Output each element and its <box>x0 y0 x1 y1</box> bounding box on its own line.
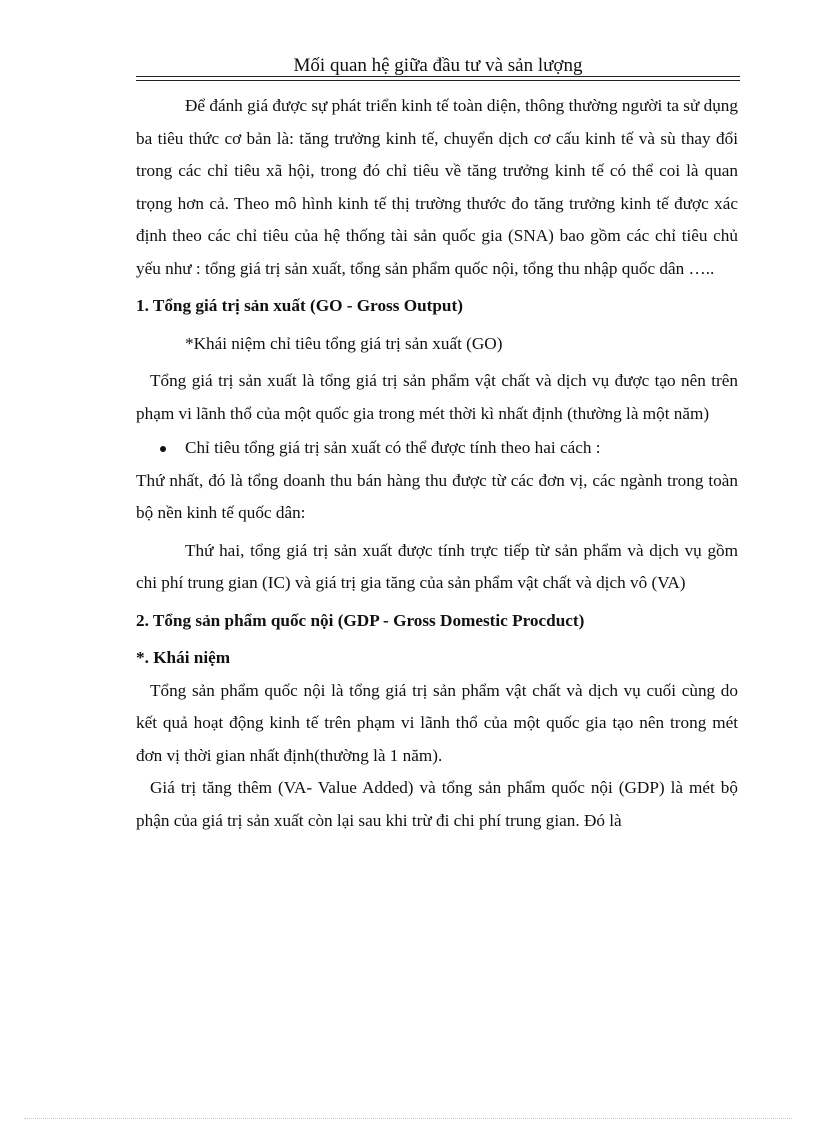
section2-concept: *. Khái niệm <box>136 648 231 667</box>
section1-second-method: Thứ hai, tổng giá trị sản xuất được tính trực tiếp từ sản phẩm và dịch vụ gồm chi phí trung gian (IC) và giá trị gia tăng của sản phẩm vật chất và dịch vô (VA) <box>136 540 738 592</box>
section1-bullet-text: Chỉ tiêu tổng giá trị sản xuất có thể được tính theo hai cách : <box>185 438 601 457</box>
page-header-title: Mối quan hệ giữa đầu tư và sản lượng <box>293 55 583 76</box>
section1-concept: *Khái niệm chỉ tiêu tổng giá trị sản xuất (GO) <box>185 333 503 353</box>
section2-value-added: Giá trị tăng thêm (VA- Value Added) và tổng sản phẩm quốc nội (GDP) là mét bộ phận của giá trị sản xuất còn lại sau khi trừ đi chi phí trung gian. Đó là <box>136 778 738 830</box>
section2-heading: 2. Tổng sản phẩm quốc nội (GDP - Gross Domestic Procduct) <box>136 610 585 630</box>
page-bottom-border <box>24 1118 792 1119</box>
section1-first-method: Thứ nhất, đó là tổng doanh thu bán hàng thu được từ các đơn vị, các ngành trong toàn bộ nền kinh tế quốc dân: <box>136 470 738 522</box>
intro-paragraph: Để đánh giá được sự phát triển kinh tế toàn diện, thông thường người ta sử dụng ba tiêu thức cơ bản là: tăng trưởng kinh tế, chuyển dịch cơ cấu kinh tế và sù thay đổi trong các chỉ tiêu xã hội, trong đó chỉ tiêu về tăng trưởng kinh tế có thể coi là quan trọng hơn cả. Theo mô hình kinh tế thị trường thước đo tăng trưởng kinh tế được xác định theo các chỉ tiêu của hệ thống tài sản quốc gia (SNA) bao gồm các chỉ tiêu chủ yếu như : tổng giá trị sản xuất, tổng sản phẩm quốc nội, tổng thu nhập quốc dân ….. <box>136 96 738 278</box>
section1-heading: 1. Tổng giá trị sản xuất (GO - Gross Output) <box>136 296 463 315</box>
section2-definition: Tổng sản phẩm quốc nội là tổng giá trị sản phẩm vật chất và dịch vụ cuối cùng do kết quả hoạt động kinh tế trên phạm vi lãnh thổ của một quốc gia tạo nên trong mét đơn vị thời gian nhất định(thường là 1 năm). <box>136 680 738 765</box>
section1-definition: Tổng giá trị sản xuất là tổng giá trị sản phẩm vật chất và dịch vụ được tạo nên trên phạm vi lãnh thổ của một quốc gia trong mét thời kì nhất định (thường là một năm) <box>136 371 738 423</box>
section1-bullet <box>136 432 738 465</box>
document-body <box>136 90 738 837</box>
header-rule-thin <box>136 80 740 81</box>
header-rule-thick <box>136 76 740 77</box>
bullet-icon <box>160 446 166 452</box>
